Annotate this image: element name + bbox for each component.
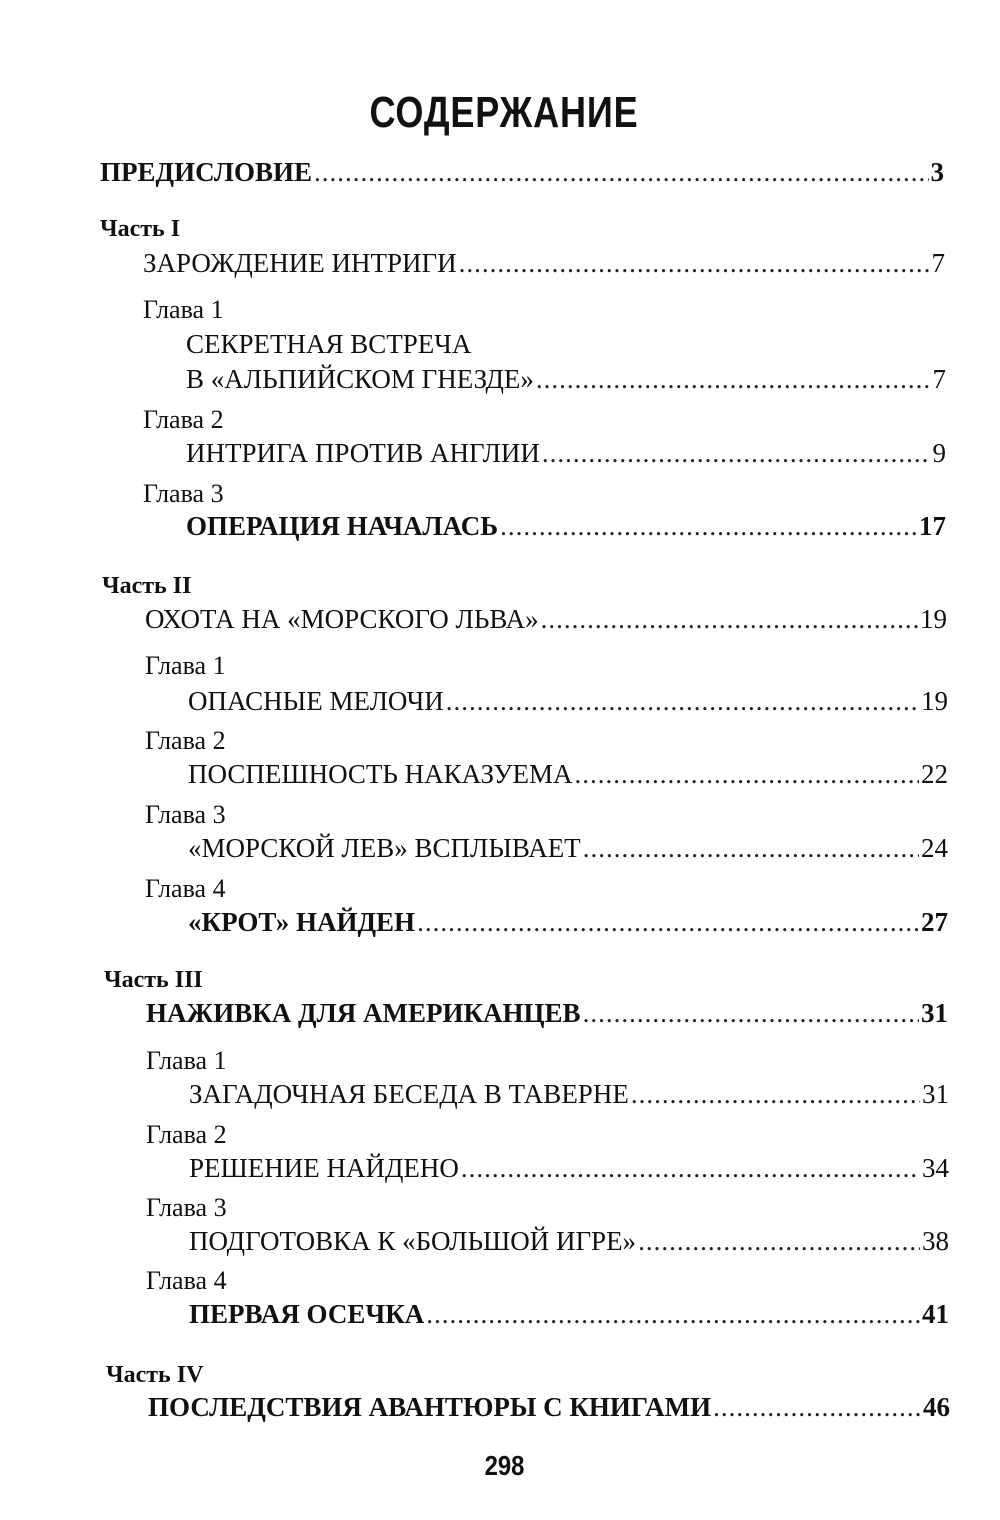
chapter-label: Глава 2 (145, 726, 226, 755)
leader-dots (542, 436, 931, 470)
toc-entry-title: ПРЕДИСЛОВИЕ (100, 157, 313, 187)
toc-entry-title: ОХОТА НА «МОРСКОГО ЛЬВА» (145, 604, 539, 634)
toc-entry-page: 19 (921, 686, 948, 716)
toc-entry-title: НАЖИВКА ДЛЯ АМЕРИКАНЦЕВ (146, 998, 581, 1028)
leader-dots (461, 1151, 920, 1185)
toc-entry-part-heading (143, 246, 945, 280)
toc-entry-title: РЕШЕНИЕ НАЙДЕНО (189, 1153, 459, 1183)
toc-entry-part-heading (146, 996, 948, 1030)
toc-entry-page: 9 (932, 438, 946, 468)
toc-entry-title: ЗАРОЖДЕНИЕ ИНТРИГИ (143, 248, 457, 278)
chapter-label: Глава 4 (145, 874, 226, 903)
toc-entry-part-heading (148, 1390, 950, 1424)
toc-entry-title: «КРОТ» НАЙДЕН (188, 907, 416, 937)
leader-dots (459, 246, 930, 280)
page-title: СОДЕРЖАНИЕ (369, 88, 639, 137)
toc-entry-chapter (188, 757, 948, 791)
toc-entry-part-heading (145, 602, 947, 636)
leader-dots (713, 1390, 921, 1424)
toc-entry-page: 27 (921, 907, 948, 937)
leader-dots (631, 1077, 920, 1111)
chapter-label: Глава 1 (145, 651, 226, 680)
chapter-label: Глава 2 (146, 1120, 227, 1149)
toc-entry-page: 7 (932, 364, 946, 394)
chapter-label: Глава 4 (146, 1266, 227, 1295)
toc-entry-title: ПОСЛЕДСТВИЯ АВАНТЮРЫ С КНИГАМИ (148, 1392, 712, 1422)
toc-entry-chapter (189, 1224, 949, 1258)
toc-entry-chapter (186, 436, 946, 470)
toc-entry-page: 19 (920, 604, 947, 634)
toc-entry-page: 31 (922, 1079, 949, 1109)
toc-entry-title: В «АЛЬПИЙСКОМ ГНЕЗДЕ» (186, 364, 534, 394)
leader-dots (536, 362, 931, 396)
part-label: Часть IV (106, 1362, 204, 1388)
leader-dots (583, 996, 919, 1030)
chapter-label: Глава 3 (145, 800, 226, 829)
leader-dots (541, 602, 918, 636)
part-label: Часть I (100, 216, 181, 242)
toc-entry-chapter (188, 684, 948, 718)
part-label: Часть II (102, 573, 192, 599)
toc-entry-chapter (186, 362, 946, 396)
leader-dots (426, 1297, 920, 1331)
toc-entry-page: 22 (921, 759, 948, 789)
chapter-label: Глава 2 (143, 405, 224, 434)
toc-entry-page: 38 (922, 1226, 949, 1256)
toc-entry-preface (100, 155, 944, 189)
toc-entry-page: 3 (930, 157, 944, 187)
toc-entry-title: ИНТРИГА ПРОТИВ АНГЛИИ (186, 438, 540, 468)
toc-entry-title: ОПЕРАЦИЯ НАЧАЛАСЬ (186, 511, 499, 541)
toc-entry-chapter (189, 1297, 949, 1331)
leader-dots (638, 1224, 920, 1258)
toc-entry-page: 46 (923, 1392, 950, 1422)
chapter-label: Глава 3 (143, 479, 224, 508)
toc-entry-page: 41 (922, 1299, 949, 1329)
toc-entry-page: 34 (922, 1153, 949, 1183)
leader-dots (314, 155, 928, 189)
toc-entry-title: ПОСПЕШНОСТЬ НАКАЗУЕМА (188, 759, 573, 789)
chapter-label: Глава 1 (143, 295, 224, 324)
toc-entry-page: 24 (921, 833, 948, 863)
toc-entry-page: 31 (921, 998, 948, 1028)
toc-entry-chapter (189, 1077, 949, 1111)
toc-entry-chapter (188, 905, 948, 939)
toc-entry-title: «МОРСКОЙ ЛЕВ» ВСПЛЫВАЕТ (188, 833, 581, 863)
toc-entry-page: 7 (931, 248, 945, 278)
toc-entry-chapter (186, 509, 946, 543)
toc-entry-title-line: СЕКРЕТНАЯ ВСТРЕЧА (186, 329, 472, 359)
toc-entry-title: ПЕРВАЯ ОСЕЧКА (189, 1299, 425, 1329)
toc-entry-chapter (188, 831, 948, 865)
toc-entry-title: ЗАГАДОЧНАЯ БЕСЕДА В ТАВЕРНЕ (189, 1079, 629, 1109)
page-number: 298 (484, 1450, 525, 1481)
leader-dots (446, 684, 919, 718)
part-label: Часть III (104, 967, 203, 993)
toc-entry-title: ПОДГОТОВКА К «БОЛЬШОЙ ИГРЕ» (189, 1226, 637, 1256)
leader-dots (500, 509, 917, 543)
leader-dots (417, 905, 919, 939)
leader-dots (574, 757, 919, 791)
leader-dots (583, 831, 919, 865)
toc-entry-title: ОПАСНЫЕ МЕЛОЧИ (188, 686, 444, 716)
toc-entry-chapter (189, 1151, 949, 1185)
chapter-label: Глава 3 (146, 1193, 227, 1222)
toc-entry-page: 17 (919, 511, 946, 541)
chapter-label: Глава 1 (146, 1046, 227, 1075)
